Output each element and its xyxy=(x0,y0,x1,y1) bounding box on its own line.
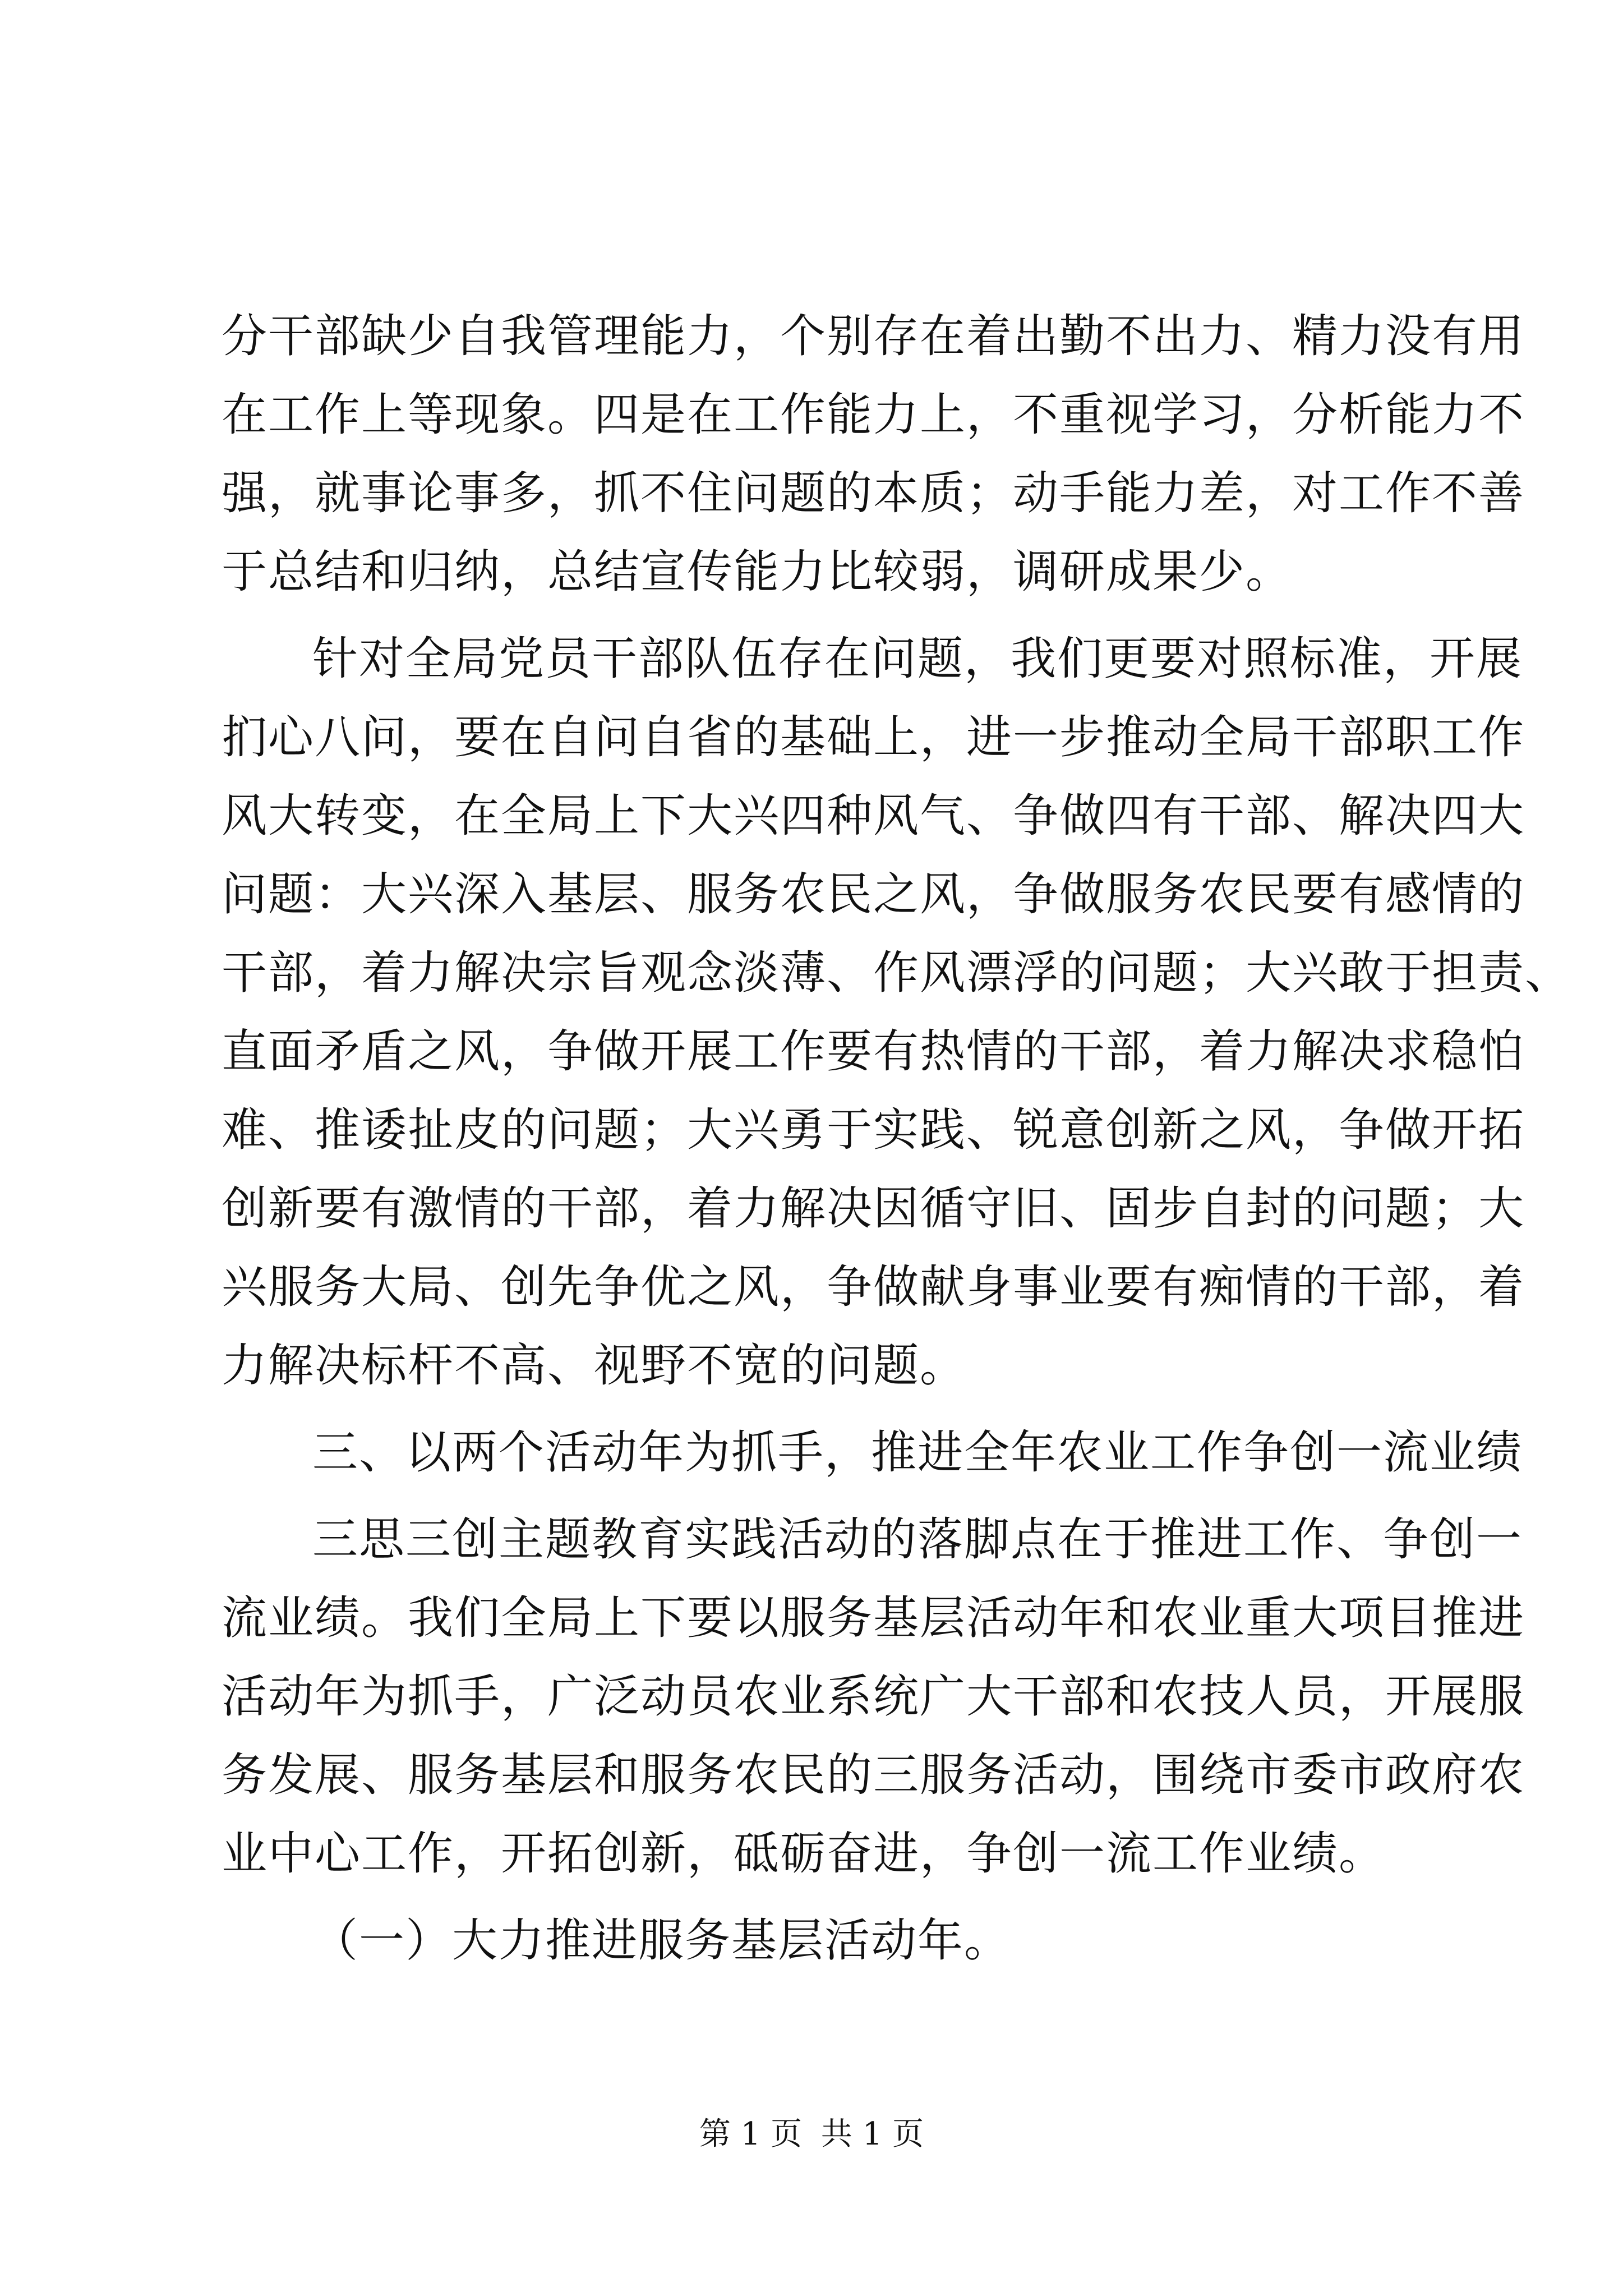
page-footer xyxy=(0,2112,1623,2157)
body-line: 直面矛盾之风，争做开展工作要有热情的干部，着力解决求稳怕 xyxy=(222,1025,1525,1078)
body-line: 风大转变，在全局上下大兴四种风气、争做四有干部、解决四大 xyxy=(222,790,1525,843)
body-line: 务发展、服务基层和服务农民的三服务活动，围绕市委市政府农 xyxy=(222,1749,1525,1802)
page-total: 共 1 页 xyxy=(820,2116,924,2152)
body-line: 活动年为抓手，广泛动员农业系统广大干部和农技人员，开展服 xyxy=(222,1671,1525,1723)
body-line: 针对全局党员干部队伍存在问题，我们更要对照标准，开展 xyxy=(312,633,1523,685)
body-line: 扪心八问，要在自问自省的基础上，进一步推动全局干部职工作 xyxy=(222,711,1525,764)
section-heading: 三、以两个活动年为抓手，推进全年农业工作争创一流业绩 xyxy=(312,1427,1523,1479)
body-line: 强，就事论事多，抓不住问题的本质；动手能力差，对工作不善 xyxy=(222,467,1525,520)
body-line: 创新要有激情的干部，着力解决因循守旧、固步自封的问题；大 xyxy=(222,1182,1525,1235)
body-line: 流业绩。我们全局上下要以服务基层活动年和农业重大项目推进 xyxy=(222,1592,1525,1645)
subsection-heading: （一）大力推进服务基层活动年。 xyxy=(312,1915,1011,1967)
body-line: 于总结和归纳，总结宣传能力比较弱，调研成果少。 xyxy=(222,546,1293,599)
body-line: 三思三创主题教育实践活动的落脚点在于推进工作、争创一 xyxy=(312,1513,1523,1566)
body-line: 难、推诿扯皮的问题；大兴勇于实践、锐意创新之风，争做开拓 xyxy=(222,1104,1525,1157)
body-line: 分干部缺少自我管理能力，个别存在着出勤不出力、精力没有用 xyxy=(222,310,1525,363)
page-number: 第 1 页 xyxy=(699,2116,803,2152)
body-line: 在工作上等现象。四是在工作能力上，不重视学习，分析能力不 xyxy=(222,389,1525,441)
body-line: 业中心工作，开拓创新，砥砺奋进，争创一流工作业绩。 xyxy=(222,1828,1386,1880)
body-line: 干部，着力解决宗旨观念淡薄、作风漂浮的问题；大兴敢于担责、 xyxy=(222,947,1572,1000)
body-line: 力解决标杆不高、视野不宽的问题。 xyxy=(222,1340,967,1392)
body-line: 问题：大兴深入基层、服务农民之风，争做服务农民要有感情的 xyxy=(222,868,1525,921)
body-line: 兴服务大局、创先争优之风，争做献身事业要有痴情的干部，着 xyxy=(222,1261,1525,1314)
